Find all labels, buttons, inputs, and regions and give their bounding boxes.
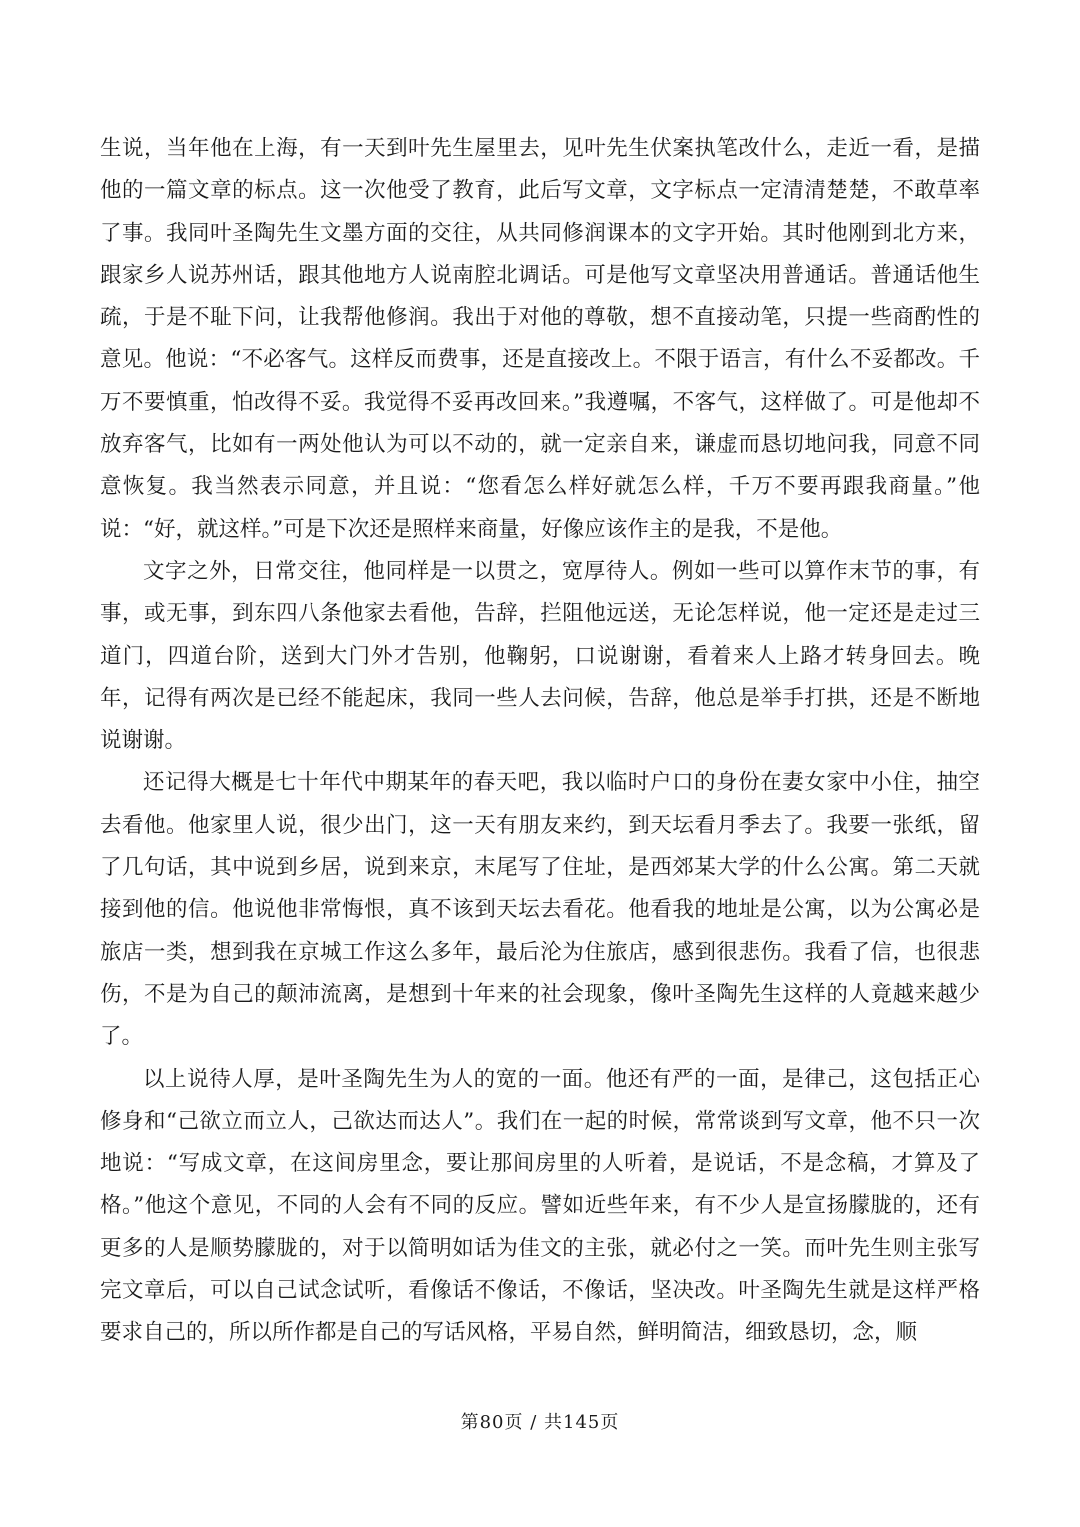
paragraph-2: 文字之外，日常交往，他同样是一以贯之，宽厚待人。例如一些可以算作末节的事，有事，或无事，到东四八条他家去看他，告辞，拦阻他远送，无论怎样说，他一定还是走过三道门，四道台阶，送到大门外才告别，他鞠躬，口说谢谢，看着来人上路才转身回去。晚年，记得有两次是已经不能起床，我同一些人去问候，告辞，他总是举手打拱，还是不断地说谢谢。	[100, 558, 980, 754]
paragraph-1: 生说，当年他在上海，有一天到叶先生屋里去，见叶先生伏案执笔改什么，走近一看，是描他的一篇文章的标点。这一次他受了教育，此后写文章，文字标点一定清清楚楚，不敢草率了事。我同叶圣陶先生文墨方面的交往，从共同修润课本的文字开始。其时他刚到北方来，跟家乡人说苏州话，跟其他地方人说南腔北调话。可是他写文章坚决用普通话。普通话他生疏，于是不耻下问，让我帮他修润。我出于对他的尊敬，想不直接动笔，只提一些商酌性的意见。他说：“不必客气。这样反而费事，还是直接改上。不限于语言，有什么不妥都改。千万不要慎重，怕改得不妥。我觉得不妥再改回来。”我遵嘱，不客气，这样做了。可是他却不放弃客气，比如有一两处他认为可以不动的，就一定亲自来，谦虚而恳切地问我，同意不同意恢复。我当然表示同意，并且说：“您看怎么样好就怎么样，千万不要再跟我商量。”他说：“好，就这样。”可是下次还是照样来商量，好像应该作主的是我，不是他。	[100, 136, 980, 542]
page-number-footer: 第80页 / 共145页	[460, 1412, 620, 1433]
paragraph-3: 还记得大概是七十年代中期某年的春天吧，我以临时户口的身份在妻女家中小住，抽空去看他。他家里人说，很少出门，这一天有朋友来约，到天坛看月季去了。我要一张纸，留了几句话，其中说到乡居，说到来京，末尾写了住址，是西郊某大学的什么公寓。第二天就接到他的信。他说他非常悔恨，真不该到天坛去看花。他看我的地址是公寓，以为公寓必是旅店一类，想到我在京城工作这么多年，最后沦为住旅店，感到很悲伤。我看了信，也很悲伤，不是为自己的颠沛流离，是想到十年来的社会现象，像叶圣陶先生这样的人竟越来越少了。	[100, 770, 980, 1050]
paragraph-4: 以上说待人厚，是叶圣陶先生为人的宽的一面。他还有严的一面，是律己，这包括正心修身和“己欲立而立人，己欲达而达人”。我们在一起的时候，常常谈到写文章，他不只一次地说：“写成文章，在这间房里念，要让那间房里的人听着，是说话，不是念稿，才算及了格。”他这个意见，不同的人会有不同的反应。譬如近些年来，有不少人是宣扬朦胧的，还有更多的人是顺势朦胧的，对于以简明如话为佳文的主张，就必付之一笑。而叶先生则主张写完文章后，可以自己试念试听，看像话不像话，不像话，坚决改。叶圣陶先生就是这样严格要求自己的，所以所作都是自己的写话风格，平易自然，鲜明简洁，细致恳切，念，顺	[100, 1066, 980, 1346]
body-text	[100, 128, 980, 1355]
